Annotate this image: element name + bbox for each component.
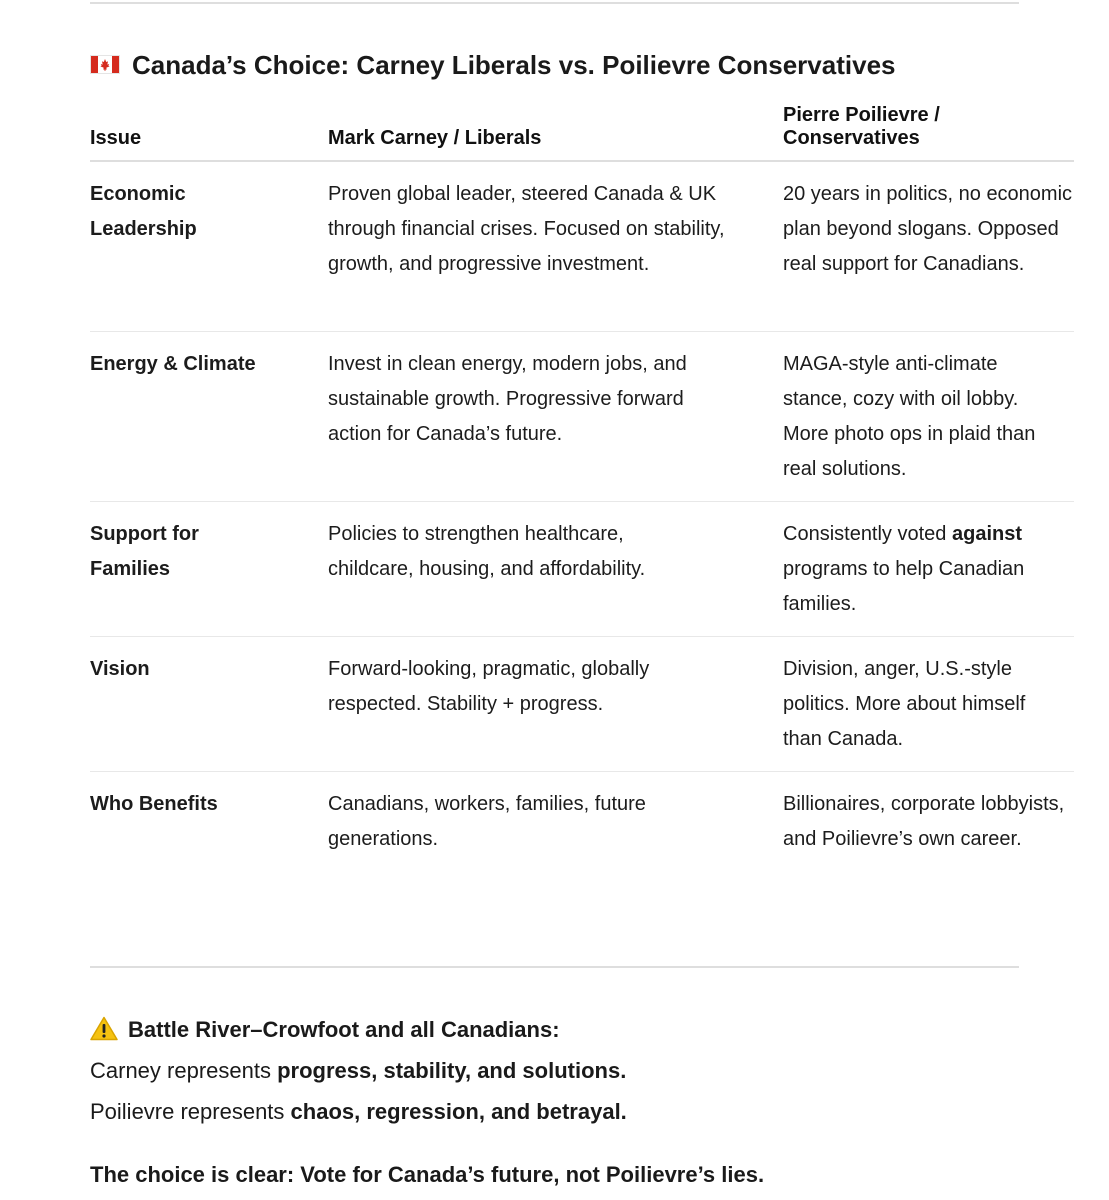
page-title-text: Canada’s Choice: Carney Liberals vs. Poilievre Conservatives	[132, 50, 896, 80]
header-poilievre-line2: Conservatives	[783, 127, 920, 149]
row-divider	[90, 331, 1074, 332]
row-divider	[90, 501, 1074, 502]
row-divider	[90, 771, 1074, 772]
header-poilievre-line1: Pierre Poilievre /	[783, 104, 940, 126]
row-poilievre: Consistently voted against programs to help Canadian families.	[783, 523, 1025, 615]
row-poilievre: Division, anger, U.S.-style politics. More about himself than Canada.	[783, 658, 1026, 750]
top-divider	[90, 2, 1019, 4]
callout-heading-text: Battle River–Crowfoot and all Canadians:	[128, 1017, 560, 1042]
carney-summary: Carney represents progress, stability, and solutions.	[90, 1058, 627, 1083]
poilievre-summary: Poilievre represents chaos, regression, and betrayal.	[90, 1099, 627, 1124]
section-divider	[90, 966, 1019, 968]
row-issue: Who Benefits	[90, 793, 218, 815]
row-carney: Invest in clean energy, modern jobs, and sustainable growth. Progressive forward action for Canada’s future.	[328, 353, 687, 445]
row-carney: Canadians, workers, families, future generations.	[328, 793, 646, 850]
callout-heading	[90, 1013, 560, 1047]
row-carney: Policies to strengthen healthcare, childcare, housing, and affordability.	[328, 523, 646, 580]
emphasis-against: against	[951, 523, 1023, 545]
row-poilievre: Billionaires, corporate lobbyists, and Poilievre’s own career.	[783, 793, 1065, 850]
header-divider	[90, 160, 1074, 162]
row-carney: Forward-looking, pragmatic, globally respected. Stability + progress.	[328, 658, 650, 715]
row-poilievre: 20 years in politics, no economic plan beyond slogans. Opposed real support for Canadians.	[783, 183, 1073, 275]
row-issue: Energy & Climate	[90, 353, 256, 375]
row-issue: Support for Families	[90, 523, 199, 580]
canada-flag-icon	[90, 55, 120, 74]
header-issue: Issue	[90, 127, 142, 149]
header-poilievre	[783, 104, 940, 150]
row-carney: Proven global leader, steered Canada & UK through financial crises. Focused on stability, growth, and progressive investment.	[328, 183, 725, 275]
header-carney: Mark Carney / Liberals	[328, 127, 542, 149]
row-divider	[90, 636, 1074, 637]
row-issue: Economic Leadership	[90, 183, 197, 240]
row-poilievre: MAGA-style anti-climate stance, cozy with oil lobby. More photo ops in plaid than real solutions.	[783, 353, 1036, 480]
warning-icon	[90, 1016, 118, 1041]
row-issue: Vision	[90, 658, 150, 680]
page-title	[90, 48, 895, 82]
conclusion: The choice is clear: Vote for Canada’s future, not Poilievre’s lies.	[90, 1162, 765, 1187]
